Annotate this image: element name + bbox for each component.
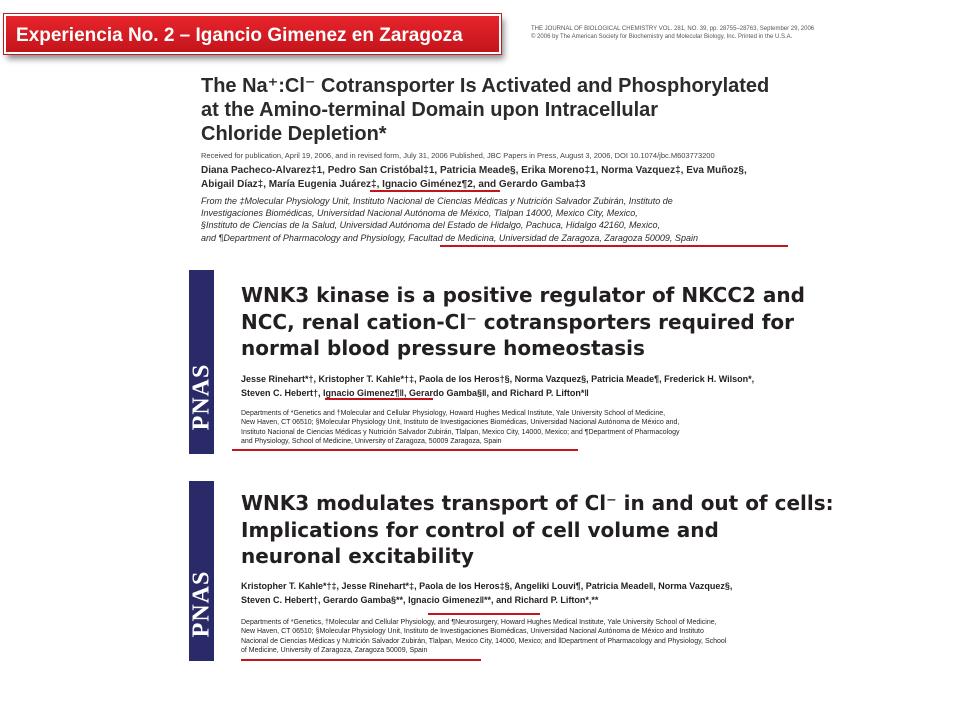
jbc-title-line-2: at the Amino-terminal Domain upon Intracellular: [201, 99, 659, 121]
pnas1-title-line-2: NCC, renal cation-Cl⁻ cotransporters required for: [241, 309, 795, 334]
pnas1-affil-line-2: New Haven, CT 06510; §Molecular Physiology Unit, Instituto de Investigaciones Biomédicas, Universidad Nacional Autónoma de México and,: [241, 419, 680, 427]
pnas2-authors-line-2: Steven C. Hebert†, Gerardo Gamba§**, Ignacio Gimenez‖**, and Richard P. Lifton*,**: [241, 594, 599, 605]
pnas2-author-underline: [428, 613, 540, 615]
pnas-logo-1: PNAS: [188, 363, 214, 431]
jbc-paper-title: [201, 74, 821, 146]
jbc-affil-line-4: and ¶Department of Pharmacology and Physiology, Facultad de Medicina, Universidad de Zaragoza, Zaragoza 50009, Spain: [201, 232, 698, 243]
pnas1-authors: [241, 373, 841, 400]
pnas2-affiliations: [241, 618, 841, 656]
jbc-author-underline: [370, 190, 500, 192]
jbc-citation-line: THE JOURNAL OF BIOLOGICAL CHEMISTRY VOL. 281, NO. 39, pp. 28755–28763, September 29, 2006: [531, 26, 815, 32]
jbc-affil-line-1: From the ‡Molecular Physiology Unit, Instituto Nacional de Ciencias Médicas y Nutrición Salvador Zubirán, Instituto de: [201, 196, 673, 206]
pnas1-title-line-1: WNK3 kinase is a positive regulator of NKCC2 and: [241, 283, 805, 307]
jbc-affil-line-2: Investigaciones Biomédicas, Universidad Nacional Autónoma de México, Tlalpan 14000, Mexico City, Mexico,: [201, 208, 638, 219]
jbc-affil-line-3: §Instituto de Ciencias de la Salud, Universidad Autónoma del Estado de Hidalgo, Pachuca, Hidalgo 42160, Mexico,: [201, 220, 660, 231]
jbc-title-line-3: Chloride Depletion*: [201, 123, 387, 145]
pnas1-affil-underline: [232, 449, 578, 451]
pnas1-affil-line-3: Instituto Nacional de Ciencias Médicas y Nutrición Salvador Zubirán, Tlalpan, Mexico City, 14000, Mexico; and ¶Department of Pharmacology: [241, 428, 680, 436]
pnas2-paper-title: [241, 490, 841, 570]
pnas2-affil-line-1: Departments of *Genetics, †Molecular and Cellular Physiology, and ¶Neurosurgery, Howard Hughes Medical Institute, Yale University School of Medicine,: [241, 619, 717, 626]
pnas2-title-line-3: neuronal excitability: [241, 544, 474, 568]
pnas1-author-underline: [325, 398, 433, 400]
pnas2-authors-line-1: Kristopher T. Kahle*†‡, Jesse Rinehart*‡, Paola de los Heros‡§, Angeliki Louvi¶, Patricia Meade‖, Norma Vazquez§,: [241, 581, 733, 591]
pnas2-title-line-1: WNK3 modulates transport of Cl⁻ in and out of cells:: [241, 491, 834, 515]
pnas1-title-line-3: normal blood pressure homeostasis: [241, 336, 645, 360]
pnas-logo-bar-2: [189, 481, 214, 661]
pnas-logo-bar-1: [189, 270, 214, 454]
pnas1-affiliations: [241, 409, 841, 447]
pnas1-authors-line-2: Steven C. Hebert†, Ignacio Gimenez¶‖, Gerardo Gamba§‖, and Richard P. Lifton*‖: [241, 387, 589, 398]
pnas1-authors-line-1: Jesse Rinehart*†, Kristopher T. Kahle*†‡, Paola de los Heros†§, Norma Vazquez§, Patricia Meade¶, Frederick H. Wilson*,: [241, 374, 755, 384]
pnas2-affil-line-2: New Haven, CT 06510; §Molecular Physiology Unit, Instituto de Investigaciones Biomédicas, Universidad Nacional Autónoma de México and Instituto: [241, 628, 704, 636]
pnas-logo-2: PNAS: [188, 570, 214, 638]
jbc-authors-line-1: Diana Pacheco-Alvarez‡1, Pedro San Cristóbal‡1, Patricia Meade§, Erika Moreno‡1, Norma Vazquez‡, Eva Muñoz§,: [201, 165, 747, 176]
jbc-title-line-1: The Na⁺:Cl⁻ Cotransporter Is Activated and Phosphorylated: [201, 75, 770, 97]
pnas1-paper-title: [241, 282, 841, 362]
pnas2-title-line-2: Implications for control of cell volume and: [241, 517, 719, 542]
slide-title-banner: Experiencia No. 2 – Igancio Gimenez en Zaragoza: [4, 14, 501, 54]
jbc-authors: [201, 164, 821, 192]
jbc-journal-header: [531, 25, 831, 41]
pnas2-affil-line-4: of Medicine, University of Zaragoza, Zaragoza 50009, Spain: [241, 647, 428, 655]
jbc-copyright-line: © 2006 by The American Society for Biochemistry and Molecular Biology, Inc. Printed in the U.S.A.: [531, 34, 793, 40]
jbc-received-line: Received for publication, April 19, 2006, and in revised form, July 31, 2006 Published, JBC Papers in Press, August 3, 2006, DOI 10.1074/jbc.M603773200: [201, 151, 715, 160]
pnas2-affil-line-3: Nacional de Ciencias Médicas y Nutrición Salvador Zubirán, Tlalpan, Mexico City, 14000, Mexico; and ‖Department of Pharmacology and Physiology, School: [241, 637, 727, 645]
pnas2-authors: [241, 580, 841, 607]
jbc-authors-line-2: Abigail Díaz‡, María Eugenia Juárez‡, Ignacio Giménez¶2, and Gerardo Gamba‡3: [201, 179, 586, 190]
pnas2-affil-underline: [241, 659, 481, 661]
jbc-affiliations: [201, 195, 821, 244]
jbc-affil-underline: [440, 245, 788, 247]
pnas1-affil-line-4: and Physiology, School of Medicine, University of Zaragoza, 50009 Zaragoza, Spain: [241, 438, 502, 446]
pnas1-affil-line-1: Departments of *Genetics and †Molecular and Cellular Physiology, Howard Hughes Medical Institute, Yale University School of Medicine,: [241, 410, 666, 417]
